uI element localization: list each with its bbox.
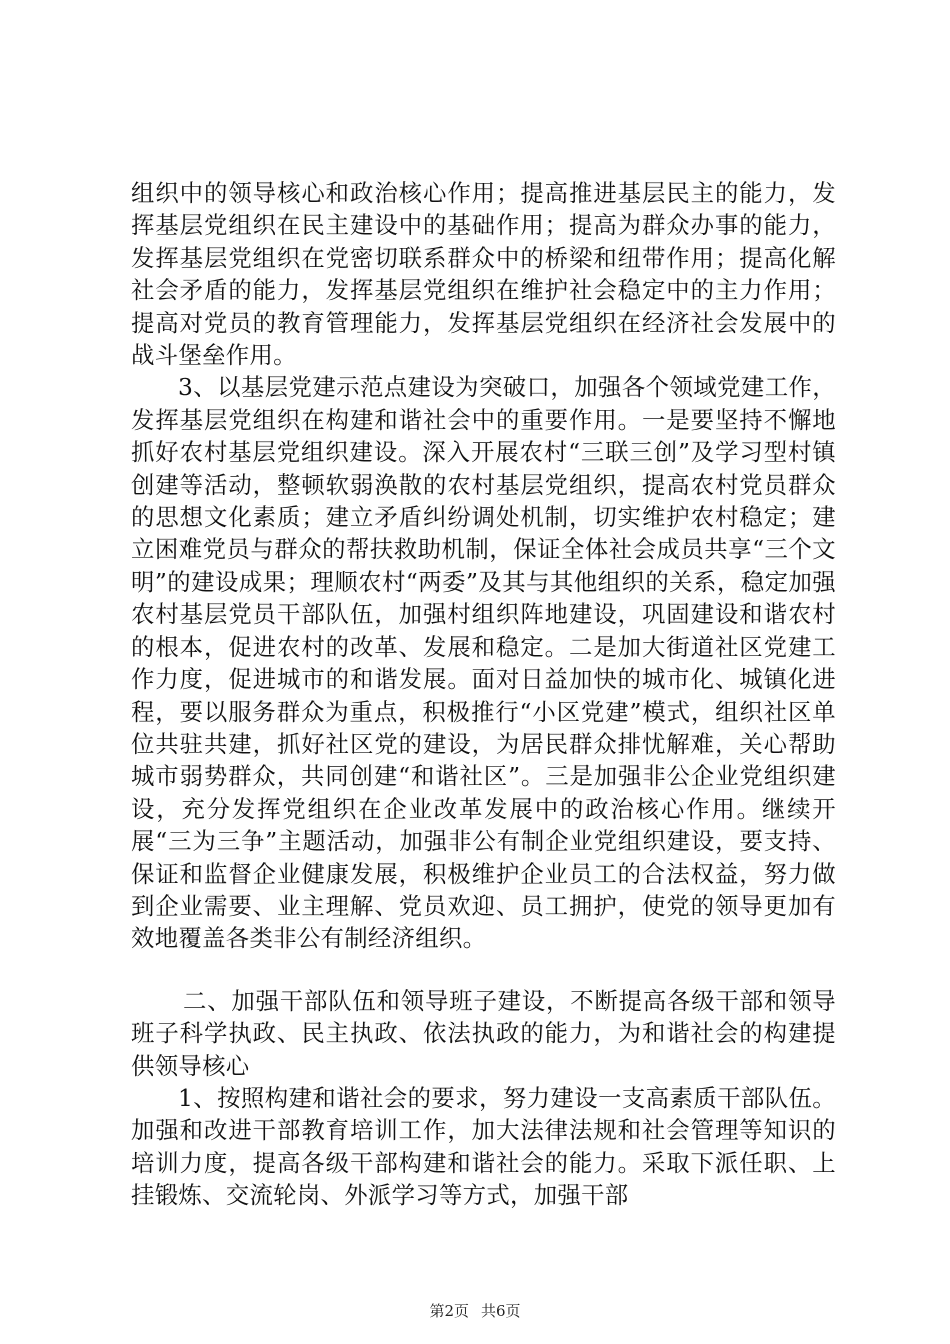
page-total: 共6页 (481, 1302, 521, 1320)
page-footer (0, 1302, 950, 1320)
paragraph-subsection-1: 1、按照构建和谐社会的要求，努力建设一支高素质干部队伍。加强和改进干部教育培训工作，加大法律法规和社会管理等知识的培训力度，提高各级干部构建和谐社会的能力。采取下派任职、上挂锻炼、交流轮岗、外派学习等方式，加强干部 (131, 1083, 836, 1210)
document-body (131, 177, 836, 1212)
paragraph-continuation: 组织中的领导核心和政治核心作用；提高推进基层民主的能力，发挥基层党组织在民主建设中的基础作用；提高为群众办事的能力，发挥基层党组织在党密切联系群众中的桥梁和纽带作用；提高化解社会矛盾的能力，发挥基层党组织在维护社会稳定中的主力作用；提高对党员的教育管理能力，发挥基层党组织在经济社会发展中的战斗堡垒作用。 (131, 179, 836, 370)
paragraph-section-3: 3、以基层党建示范点建设为突破口，加强各个领域党建工作，发挥基层党组织在构建和谐社会中的重要作用。一是要坚持不懈地抓好农村基层党组织建设。深入开展农村“三联三创”及学习型村镇创建等活动，整顿软弱涣散的农村基层党组织，提高农村党员群众的思想文化素质；建立矛盾纠纷调处机制，切实维护农村稳定；建立困难党员与群众的帮扶救助机制，保证全体社会成员共享“三个文明”的建设成果；理顺农村“两委”及其与其他组织的关系，稳定加强农村基层党员干部队伍，加强村组织阵地建设，巩固建设和谐农村的根本，促进农村的改革、发展和稳定。二是加大街道社区党建工作力度，促进城市的和谐发展。面对日益加快的城市化、城镇化进程，要以服务群众为重点，积极推行“小区党建”模式，组织社区单位共驻共建，抓好社区党的建设，为居民群众排忧解难，关心帮助城市弱势群众，共同创建“和谐社区”。三是加强非公企业党组织建设，充分发挥党组织在企业改革发展中的政治核心作用。继续开展“三为三争”主题活动，加强非公有制企业党组织建设，要支持、保证和监督企业健康发展，积极维护企业员工的合法权益，努力做到企业需要、业主理解、党员欢迎、员工拥护，使党的领导更加有效地覆盖各类非公有制经济组织。 (131, 373, 836, 953)
section-heading-2: 二、加强干部队伍和领导班子建设，不断提高各级干部和领导班子科学执政、民主执政、依法执政的能力，为和谐社会的构建提供领导核心 (131, 986, 836, 1080)
section-heading-block (131, 985, 836, 1082)
page-number: 第2页 (429, 1302, 469, 1320)
